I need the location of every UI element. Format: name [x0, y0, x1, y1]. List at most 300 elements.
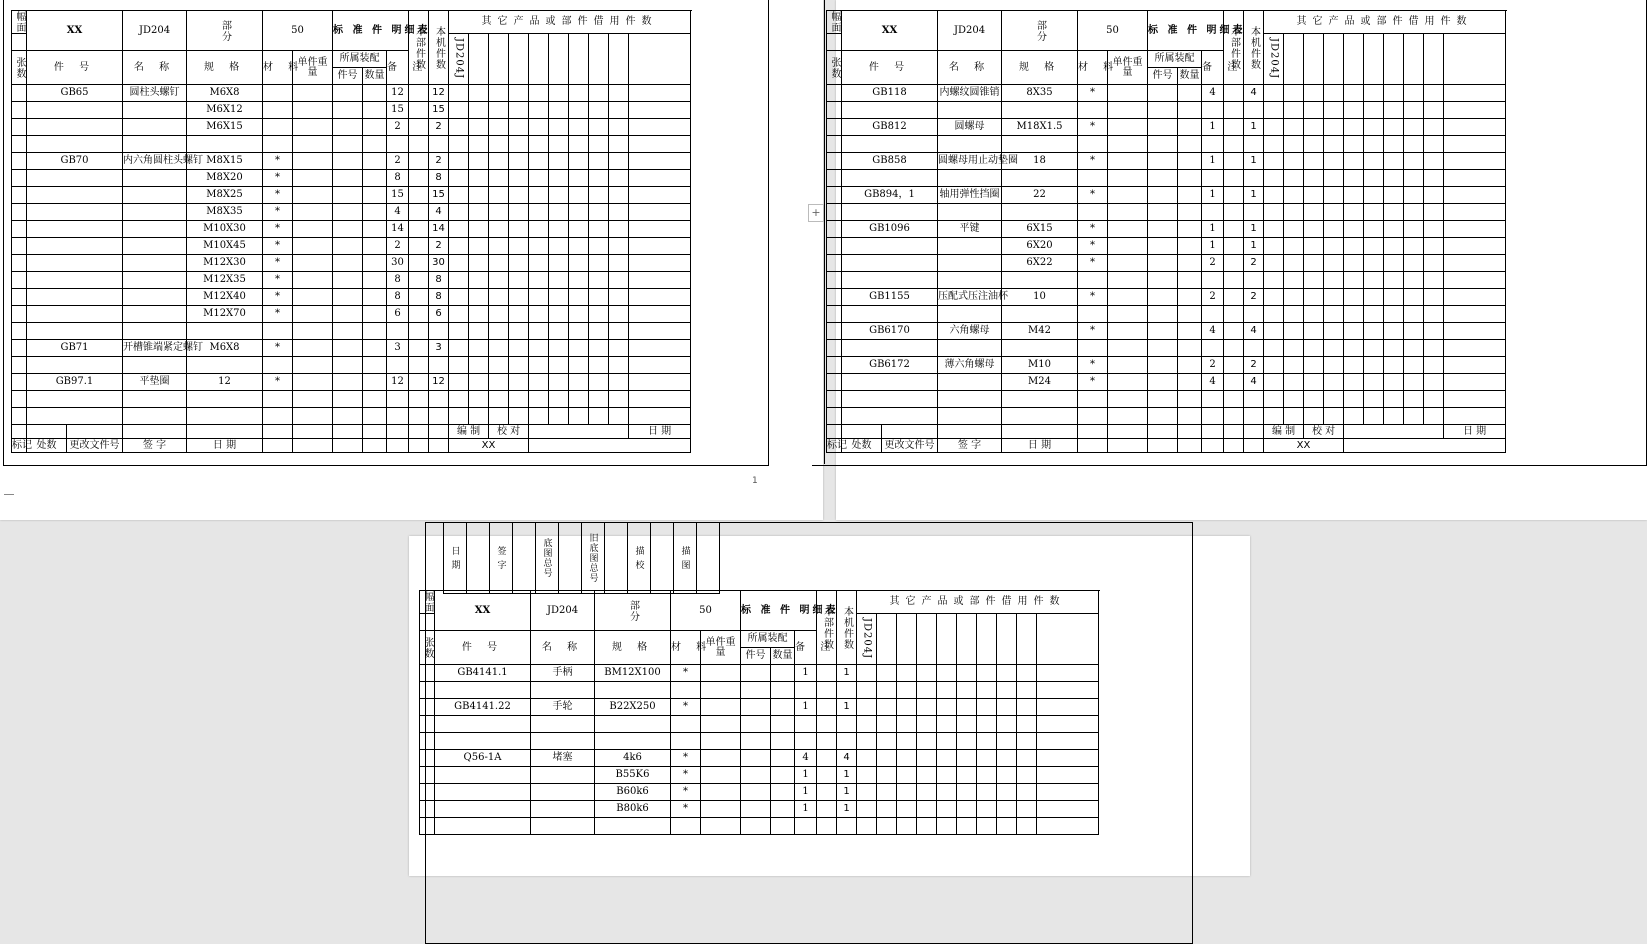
cell-qty-machine — [1224, 272, 1244, 289]
cell-jd — [1244, 408, 1264, 425]
row-margin — [827, 238, 842, 255]
grid-cell — [1304, 187, 1324, 204]
grid-cell — [569, 153, 589, 170]
grid-cell — [1364, 102, 1384, 119]
footer-xx: XX — [449, 439, 529, 453]
footer-cell — [293, 439, 333, 453]
grid-cell — [1037, 699, 1099, 716]
cell-assy-qty — [1178, 221, 1202, 238]
footer-cell — [1344, 439, 1506, 453]
footer-cell — [429, 439, 449, 453]
cell-qty-part: 2 — [1202, 289, 1224, 306]
cell-name — [938, 340, 1002, 357]
grid-cell — [1404, 102, 1424, 119]
grid-cell — [1324, 289, 1344, 306]
grid-cell — [917, 818, 937, 835]
cell-assy-qty — [771, 801, 795, 818]
table-row — [12, 102, 691, 119]
cell-material — [671, 818, 701, 835]
cell-material: * — [671, 784, 701, 801]
cell-weight — [293, 238, 333, 255]
header-xx: XX — [27, 11, 123, 51]
grid-cell — [509, 272, 529, 289]
grid-cell — [1017, 699, 1037, 716]
table-row — [420, 716, 1099, 733]
header-fumian: 幅面 — [827, 11, 842, 34]
grid-cell — [877, 614, 897, 665]
grid-cell — [1424, 323, 1444, 340]
footer-cell — [1224, 425, 1244, 439]
grid-cell — [1284, 408, 1304, 425]
grid-cell — [509, 204, 529, 221]
header-benbu: 本部件数 — [817, 591, 837, 665]
table-row — [420, 733, 1099, 750]
grid-cell — [489, 255, 509, 272]
grid-cell — [1017, 767, 1037, 784]
strip-cell: 旧底图总号 — [582, 523, 605, 594]
header-benbu: 本部件数 — [1224, 11, 1244, 85]
grid-cell — [1344, 255, 1364, 272]
cell-jd: 2 — [1244, 255, 1264, 272]
grid-cell — [1324, 391, 1344, 408]
grid-cell — [1037, 682, 1099, 699]
header-other-products: 其它产品或部件借用件数 — [449, 11, 691, 34]
cell-material: * — [1078, 289, 1108, 306]
strip-blank — [513, 523, 536, 594]
row-margin — [12, 102, 27, 119]
row-margin — [420, 682, 435, 699]
cell-assy-qty — [363, 340, 387, 357]
cell-material: * — [263, 238, 293, 255]
grid-cell — [897, 750, 917, 767]
grid-cell — [1284, 85, 1304, 102]
grid-cell — [937, 699, 957, 716]
table-row — [827, 187, 1506, 204]
grid-cell — [1344, 306, 1364, 323]
cell-spec — [1002, 391, 1078, 408]
cell-qty-machine — [1224, 102, 1244, 119]
cell-jd — [1244, 391, 1264, 408]
cell-qty-part: 2 — [387, 119, 409, 136]
grid-cell — [1284, 136, 1304, 153]
footer-chushu: 处数 — [27, 439, 67, 453]
cell-spec — [595, 716, 671, 733]
footer-cell — [882, 425, 938, 439]
grid-cell — [529, 34, 549, 85]
header-benji: 本机件数 — [837, 591, 857, 665]
cell-material: * — [263, 221, 293, 238]
grid-cell — [1264, 391, 1284, 408]
grid-cell — [1284, 357, 1304, 374]
cell-qty-machine — [1224, 289, 1244, 306]
grid-cell — [1344, 136, 1364, 153]
cell-qty-machine — [817, 682, 837, 699]
grid-cell — [1444, 255, 1506, 272]
cell-name — [531, 682, 595, 699]
grid-cell — [609, 272, 629, 289]
table-row — [12, 153, 691, 170]
cell-part-no: GB6172 — [842, 357, 938, 374]
cell-qty-part — [1202, 136, 1224, 153]
cell-assy-qty — [363, 153, 387, 170]
grid-cell — [1284, 374, 1304, 391]
cell-spec: M10 — [1002, 357, 1078, 374]
grid-cell — [489, 323, 509, 340]
grid-cell — [509, 34, 529, 85]
row-margin — [827, 391, 842, 408]
header-blank — [827, 34, 842, 51]
cell-qty-part: 14 — [387, 221, 409, 238]
grid-cell — [877, 716, 897, 733]
grid-cell — [1424, 221, 1444, 238]
grid-cell — [937, 818, 957, 835]
grid-cell — [609, 187, 629, 204]
grid-cell — [489, 391, 509, 408]
grid-cell — [609, 85, 629, 102]
row-margin — [827, 102, 842, 119]
cell-name: 内螺纹圆锥销 — [938, 85, 1002, 102]
grid-cell — [549, 238, 569, 255]
cell-jd — [837, 818, 857, 835]
cell-part-no — [435, 801, 531, 818]
grid-cell — [1304, 170, 1324, 187]
cell-material — [1078, 272, 1108, 289]
grid-cell — [1324, 153, 1344, 170]
grid-cell — [489, 34, 509, 85]
header-bufen: 部分 — [595, 591, 671, 631]
cell-assy-no — [741, 750, 771, 767]
grid-cell — [1424, 187, 1444, 204]
cell-assy-qty — [363, 238, 387, 255]
grid-cell — [629, 272, 691, 289]
grid-cell — [489, 187, 509, 204]
footer-cell — [27, 425, 67, 439]
grid-cell — [917, 665, 937, 682]
cell-assy-qty — [1178, 187, 1202, 204]
grid-cell — [469, 221, 489, 238]
cell-part-no — [435, 784, 531, 801]
cell-material: * — [263, 306, 293, 323]
grid-cell — [1424, 408, 1444, 425]
cell-assy-qty — [1178, 204, 1202, 221]
cell-spec — [1002, 102, 1078, 119]
grid-cell — [1444, 34, 1506, 85]
cell-spec: M24 — [1002, 374, 1078, 391]
col-suoshu: 所属装配 — [333, 51, 387, 68]
table-row — [12, 136, 691, 153]
cell-qty-part: 15 — [387, 102, 409, 119]
grid-cell — [897, 801, 917, 818]
grid-cell — [549, 221, 569, 238]
cell-weight — [293, 357, 333, 374]
cell-assy-no — [333, 204, 363, 221]
grid-cell — [589, 340, 609, 357]
grid-cell — [609, 34, 629, 85]
cell-part-no — [27, 136, 123, 153]
grid-cell — [609, 306, 629, 323]
cell-qty-part: 4 — [1202, 85, 1224, 102]
grid-cell — [1017, 818, 1037, 835]
cell-material: * — [1078, 238, 1108, 255]
cell-part-no — [27, 357, 123, 374]
cell-jd: 2 — [1244, 289, 1264, 306]
footer-cell — [12, 425, 27, 439]
cell-material: * — [263, 153, 293, 170]
cell-qty-machine — [1224, 85, 1244, 102]
grid-cell — [509, 119, 529, 136]
cell-assy-qty — [1178, 408, 1202, 425]
cell-material: * — [263, 187, 293, 204]
row-margin — [12, 357, 27, 374]
cell-assy-qty — [363, 85, 387, 102]
cell-jd — [429, 136, 449, 153]
row-margin — [12, 255, 27, 272]
grid-cell — [509, 340, 529, 357]
grid-cell — [1344, 153, 1364, 170]
cell-weight — [1108, 204, 1148, 221]
grid-cell — [1424, 357, 1444, 374]
grid-cell — [857, 784, 877, 801]
grid-cell — [1444, 136, 1506, 153]
cell-part-no — [842, 204, 938, 221]
cell-spec: BM12X100 — [595, 665, 671, 682]
cell-assy-no — [333, 306, 363, 323]
cell-material — [263, 102, 293, 119]
grid-cell — [1344, 323, 1364, 340]
grid-cell — [1364, 85, 1384, 102]
grid-cell — [469, 323, 489, 340]
grid-cell — [977, 665, 997, 682]
footer-cell — [1244, 439, 1264, 453]
table-row — [827, 221, 1506, 238]
grid-cell — [629, 255, 691, 272]
cell-assy-qty — [363, 374, 387, 391]
grid-cell — [1444, 340, 1506, 357]
grid-cell — [977, 784, 997, 801]
cell-name: 轴用弹性挡圈 — [938, 187, 1002, 204]
grid-cell — [977, 750, 997, 767]
footer-cell — [827, 425, 842, 439]
header-benji: 本机件数 — [429, 11, 449, 85]
cell-assy-qty — [363, 102, 387, 119]
grid-cell — [469, 374, 489, 391]
grid-cell — [549, 391, 569, 408]
grid-cell — [629, 391, 691, 408]
cell-spec: M8X25 — [187, 187, 263, 204]
cell-weight — [293, 85, 333, 102]
header-code: JD204 — [531, 591, 595, 631]
cell-spec: M12X30 — [187, 255, 263, 272]
grid-cell — [1324, 102, 1344, 119]
grid-cell — [1284, 323, 1304, 340]
grid-cell — [997, 665, 1017, 682]
cell-assy-qty — [771, 767, 795, 784]
grid-cell — [1384, 119, 1404, 136]
grid-cell — [1304, 204, 1324, 221]
grid-cell — [469, 357, 489, 374]
grid-cell — [997, 716, 1017, 733]
strip-cell: 签 字 — [490, 523, 513, 594]
grid-cell — [1017, 665, 1037, 682]
table-row — [420, 784, 1099, 801]
footer-cell — [1078, 439, 1108, 453]
grid-cell — [609, 119, 629, 136]
cell-qty-part: 8 — [387, 289, 409, 306]
cell-qty-machine — [1224, 374, 1244, 391]
cell-assy-qty — [363, 323, 387, 340]
table-row — [12, 204, 691, 221]
row-margin — [827, 221, 842, 238]
table-row — [827, 289, 1506, 306]
cell-part-no — [27, 272, 123, 289]
row-margin — [420, 750, 435, 767]
grid-cell — [1424, 340, 1444, 357]
footer-cell — [938, 425, 1002, 439]
cell-qty-part: 12 — [387, 85, 409, 102]
cell-assy-qty — [363, 255, 387, 272]
cell-assy-no — [1148, 306, 1178, 323]
grid-cell — [1284, 102, 1304, 119]
grid-cell — [529, 119, 549, 136]
grid-cell — [589, 187, 609, 204]
grid-cell — [469, 340, 489, 357]
cell-material — [263, 119, 293, 136]
grid-cell — [997, 818, 1017, 835]
cell-jd: 8 — [429, 289, 449, 306]
grid-cell — [569, 85, 589, 102]
grid-cell — [917, 767, 937, 784]
grid-cell — [997, 784, 1017, 801]
grid-cell — [1324, 221, 1344, 238]
grid-cell — [997, 733, 1017, 750]
grid-cell — [1304, 119, 1324, 136]
cell-assy-qty — [363, 170, 387, 187]
grid-cell — [529, 272, 549, 289]
grid-cell — [1344, 238, 1364, 255]
row-margin — [12, 119, 27, 136]
header-fumian: 幅面 — [12, 11, 27, 34]
grid-cell — [569, 272, 589, 289]
grid-cell — [877, 733, 897, 750]
header-bufen-value: 50 — [671, 591, 741, 631]
cell-part-no — [27, 170, 123, 187]
grid-cell — [857, 733, 877, 750]
grid-cell — [509, 187, 529, 204]
cell-qty-machine — [1224, 170, 1244, 187]
cell-qty-part: 1 — [1202, 153, 1224, 170]
cell-assy-no — [333, 323, 363, 340]
cell-qty-machine — [1224, 357, 1244, 374]
cell-assy-qty — [1178, 85, 1202, 102]
grid-cell — [609, 238, 629, 255]
cell-qty-part — [795, 818, 817, 835]
grid-cell — [449, 153, 469, 170]
cell-weight — [701, 818, 741, 835]
cell-jd: 30 — [429, 255, 449, 272]
grid-cell — [857, 801, 877, 818]
grid-cell — [1324, 187, 1344, 204]
cell-name — [531, 784, 595, 801]
grid-cell — [957, 716, 977, 733]
cell-qty-machine — [1224, 323, 1244, 340]
cell-spec: 4k6 — [595, 750, 671, 767]
grid-cell — [529, 238, 549, 255]
table-row — [420, 665, 1099, 682]
grid-cell — [549, 374, 569, 391]
row-margin — [12, 408, 27, 425]
cell-assy-qty — [363, 136, 387, 153]
grid-cell — [1037, 801, 1099, 818]
grid-cell — [1344, 272, 1364, 289]
cell-qty-part: 30 — [387, 255, 409, 272]
grid-cell — [917, 733, 937, 750]
cell-qty-part: 1 — [795, 801, 817, 818]
grid-cell — [857, 665, 877, 682]
grid-cell — [1384, 238, 1404, 255]
grid-cell — [1384, 187, 1404, 204]
cell-part-no — [27, 221, 123, 238]
table-row — [827, 170, 1506, 187]
grid-cell — [1264, 102, 1284, 119]
grid-cell — [589, 85, 609, 102]
grid-cell — [1404, 255, 1424, 272]
row-margin — [12, 340, 27, 357]
cell-name — [938, 272, 1002, 289]
grid-cell — [529, 289, 549, 306]
grid-cell — [1037, 614, 1099, 665]
grid-cell — [1037, 818, 1099, 835]
cell-assy-no — [1148, 170, 1178, 187]
cell-spec: 6X22 — [1002, 255, 1078, 272]
grid-cell — [1424, 102, 1444, 119]
table-row — [827, 306, 1506, 323]
grid-cell — [1264, 289, 1284, 306]
cell-part-no — [842, 391, 938, 408]
grid-cell — [1304, 153, 1324, 170]
cell-weight — [293, 187, 333, 204]
grid-cell — [877, 801, 897, 818]
cell-part-no — [27, 238, 123, 255]
cell-jd — [429, 357, 449, 374]
cell-jd: 15 — [429, 187, 449, 204]
row-margin — [420, 699, 435, 716]
cell-qty-machine — [817, 818, 837, 835]
cell-spec: 6X20 — [1002, 238, 1078, 255]
cell-name — [938, 374, 1002, 391]
footer-cell — [1244, 425, 1264, 439]
grid-cell — [549, 255, 569, 272]
grid-cell — [917, 801, 937, 818]
header-bufen: 部分 — [187, 11, 263, 51]
grid-cell — [937, 750, 957, 767]
cell-spec: B22X250 — [595, 699, 671, 716]
add-page-button[interactable]: + — [808, 204, 824, 222]
footer-cell — [1002, 425, 1078, 439]
grid-cell — [857, 818, 877, 835]
cell-qty-machine — [1224, 391, 1244, 408]
grid-cell — [937, 733, 957, 750]
cell-qty-part: 1 — [795, 767, 817, 784]
header-jd: JD204J — [857, 614, 877, 665]
grid-cell — [1384, 85, 1404, 102]
cell-part-no — [27, 187, 123, 204]
grid-cell — [589, 221, 609, 238]
cell-assy-no — [333, 153, 363, 170]
cell-weight — [293, 374, 333, 391]
grid-cell — [1304, 34, 1324, 85]
grid-cell — [509, 85, 529, 102]
grid-cell — [1404, 408, 1424, 425]
